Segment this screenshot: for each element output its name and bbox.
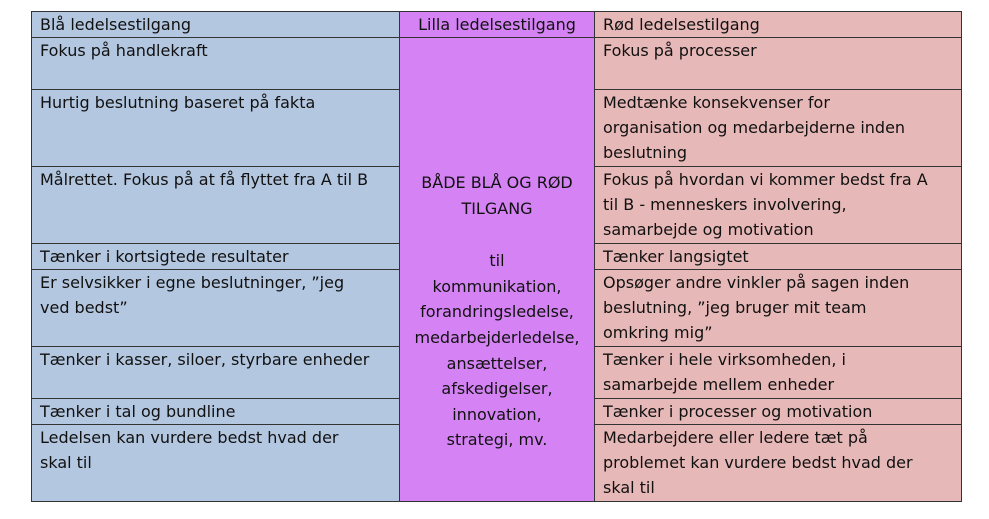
cell-line: Tænker i kortsigtede resultater <box>40 247 289 266</box>
cell-line: skal til <box>40 453 92 472</box>
purple-body-line: til <box>489 251 505 271</box>
cell-line: Tænker i processer og motivation <box>603 402 873 421</box>
cell-line: Tænker i hele virksomheden, i <box>603 350 846 369</box>
cell-line: beslutning <box>603 143 688 162</box>
blue-cell <box>32 38 400 90</box>
cell-line: til B - menneskers involvering, <box>603 195 847 214</box>
red-cell <box>595 399 962 425</box>
cell-line: beslutning, ”jeg bruger mit team <box>603 298 867 317</box>
purple-body-line: kommunikation, <box>432 276 562 296</box>
header-row <box>32 12 962 38</box>
cell-line: Tænker i kasser, siloer, styrbare enheder <box>40 350 370 369</box>
cell-line: Opsøger andre vinkler på sagen inden <box>603 273 910 292</box>
blue-cell <box>32 347 400 399</box>
header-red: Rød ledelsestilgang <box>595 12 962 38</box>
header-blue: Blå ledelsestilgang <box>32 12 400 38</box>
purple-title-line: BÅDE BLÅ OG RØD <box>421 173 573 192</box>
cell-line: skal til <box>603 478 655 497</box>
purple-body-line: ansættelser, <box>446 353 548 373</box>
blue-cell <box>32 399 400 425</box>
red-cell <box>595 38 962 90</box>
blue-cell <box>32 167 400 244</box>
blue-cell <box>32 270 400 347</box>
leadership-comparison-table <box>31 11 962 502</box>
purple-spacer <box>400 221 594 248</box>
comparison-table-wrapper <box>31 11 962 502</box>
purple-merged-cell <box>400 38 595 502</box>
red-cell <box>595 347 962 399</box>
cell-line: Medarbejdere eller ledere tæt på <box>603 428 868 447</box>
cell-line: ved bedst” <box>40 298 128 317</box>
blue-cell <box>32 244 400 270</box>
cell-line: Fokus på hvordan vi kommer bedst fra A <box>603 170 928 189</box>
header-purple: Lilla ledelsestilgang <box>400 12 595 38</box>
red-cell <box>595 270 962 347</box>
purple-body-line: forandringsledelse, <box>420 302 574 322</box>
cell-line: samarbejde mellem enheder <box>603 375 835 394</box>
purple-body-line: afskedigelser, <box>441 379 553 399</box>
purple-body-line: medarbejderledelse, <box>414 327 580 347</box>
red-cell <box>595 244 962 270</box>
table-row <box>32 38 962 90</box>
cell-line: Fokus på handlekraft <box>40 41 208 60</box>
blue-cell <box>32 90 400 167</box>
blue-cell <box>32 425 400 502</box>
cell-line: Tænker i tal og bundline <box>40 402 236 421</box>
cell-line: organisation og medarbejderne inden <box>603 118 906 137</box>
cell-line: samarbejde og motivation <box>603 220 814 239</box>
cell-line: Målrettet. Fokus på at få flyttet fra A til B <box>40 170 369 189</box>
purple-body-line: innovation, <box>452 404 542 424</box>
red-cell <box>595 90 962 167</box>
cell-line: omkring mig” <box>603 323 713 342</box>
cell-line: problemet kan vurdere bedst hvad der <box>603 453 913 472</box>
red-cell <box>595 425 962 502</box>
purple-title-line: TILGANG <box>461 198 533 218</box>
cell-line: Er selvsikker i egne beslutninger, ”jeg <box>40 273 345 292</box>
cell-line: Hurtig beslutning baseret på fakta <box>40 93 316 112</box>
cell-line: Ledelsen kan vurdere bedst hvad der <box>40 428 339 447</box>
cell-line: Medtænke konsekvenser for <box>603 93 830 112</box>
cell-line: Fokus på processer <box>603 41 757 60</box>
cell-line: Tænker langsigtet <box>603 247 749 266</box>
purple-body-line: strategi, mv. <box>446 430 548 450</box>
red-cell <box>595 167 962 244</box>
